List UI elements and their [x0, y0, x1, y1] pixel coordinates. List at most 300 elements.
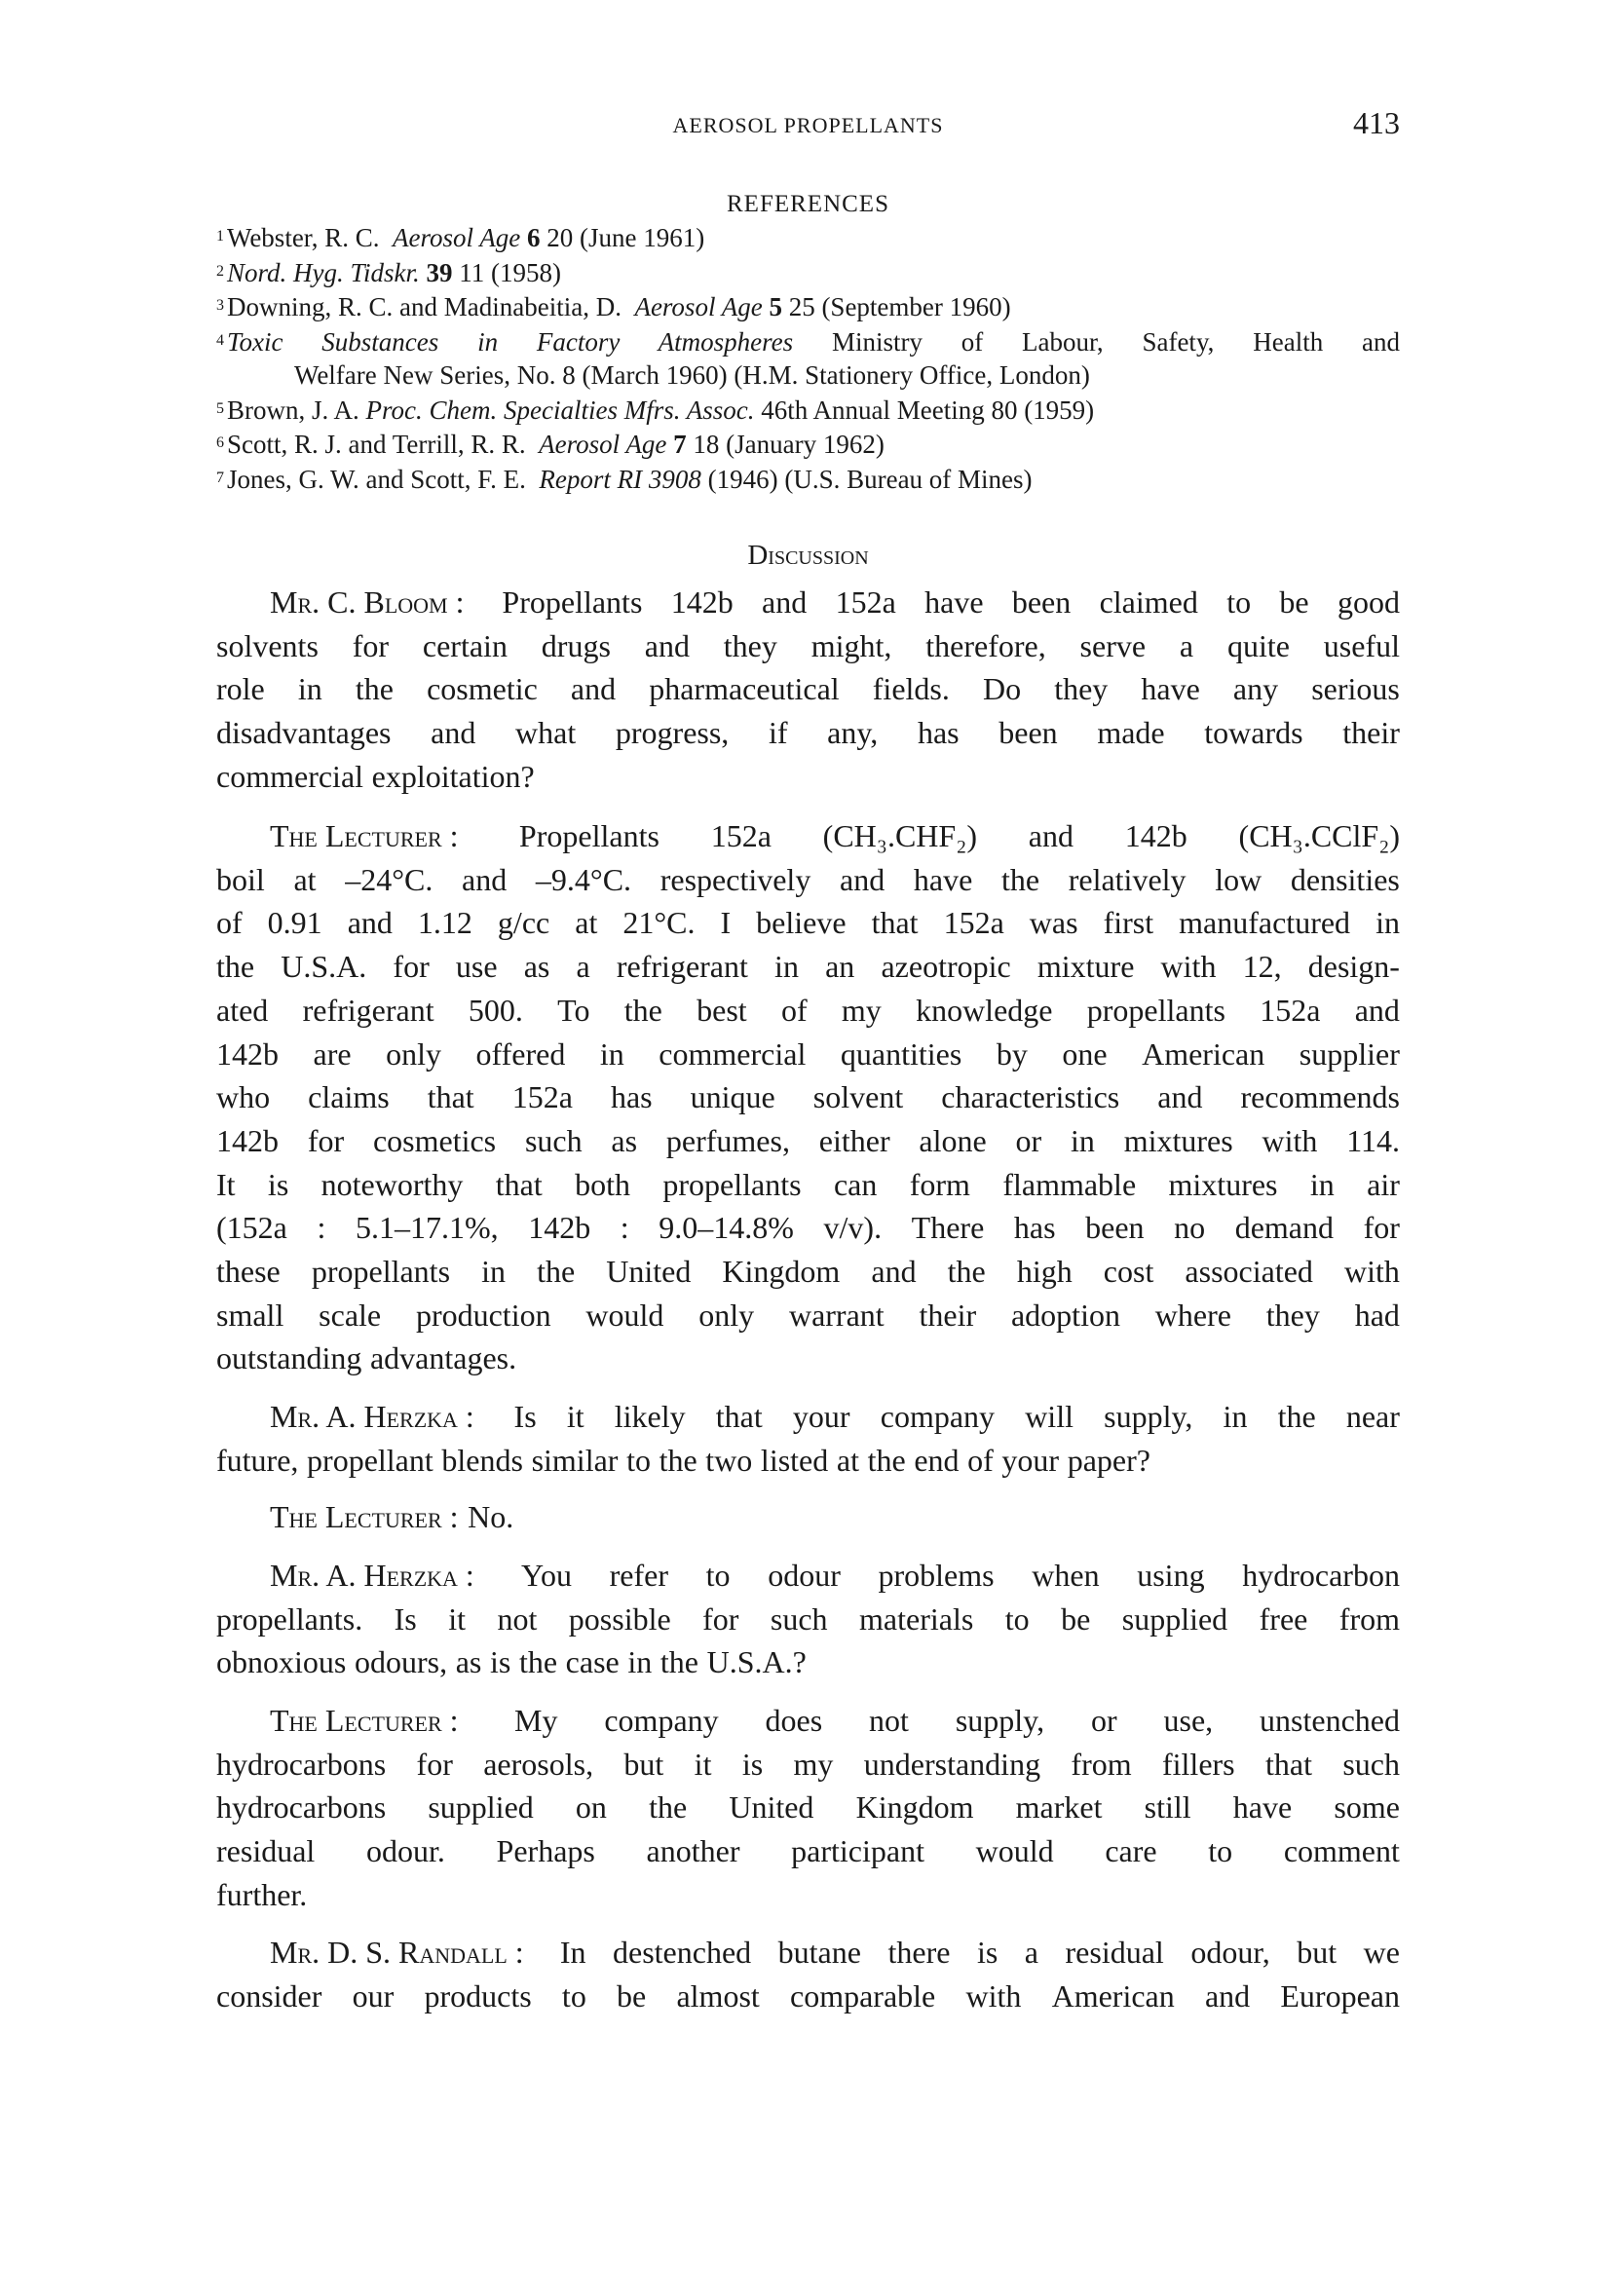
- word: an: [825, 949, 855, 985]
- speaker-name: Mr. A. Herzka :: [270, 1558, 474, 1593]
- word: and: [1204, 1977, 1251, 2014]
- word: of: [967, 1442, 994, 1478]
- word: aerosols,: [483, 1746, 594, 1782]
- word: where: [1154, 1297, 1231, 1333]
- speaker-name: Mr. D. S. Randall :: [270, 1935, 524, 1970]
- word: mixtures: [1123, 1122, 1233, 1158]
- text-line: [216, 901, 1400, 945]
- word: your: [792, 1399, 850, 1434]
- word: company: [604, 1703, 719, 1738]
- word: at: [293, 861, 317, 897]
- word: 500.: [468, 992, 523, 1028]
- word: and: [1354, 992, 1400, 1028]
- word: propellant: [307, 1442, 433, 1478]
- word: 142b: [1124, 818, 1187, 853]
- reference-text: 18 (January 1962): [686, 430, 885, 459]
- word: and: [347, 905, 393, 941]
- word: using: [1137, 1558, 1205, 1593]
- word: any: [1232, 671, 1279, 707]
- word: the: [649, 1789, 688, 1826]
- word: towards: [1204, 715, 1303, 751]
- word: a: [1179, 627, 1194, 663]
- word: perfumes,: [665, 1122, 790, 1158]
- text-line: [216, 858, 1400, 902]
- word: odour,: [1190, 1935, 1270, 1970]
- reference-line: [216, 324, 1400, 359]
- word: manufactured: [1179, 905, 1351, 941]
- word: our: [352, 1977, 395, 2014]
- word: but: [1297, 1935, 1337, 1970]
- word: refrigerant: [616, 949, 748, 985]
- reference-text: Brown, J. A.: [227, 395, 366, 425]
- word: and: [570, 671, 617, 707]
- word: demand: [1234, 1210, 1334, 1246]
- word: commercial: [659, 1035, 807, 1072]
- reference-number: 3: [216, 297, 224, 314]
- word: Kingdom: [722, 1254, 841, 1290]
- word: flammable: [1002, 1166, 1137, 1202]
- word: that: [715, 1399, 763, 1434]
- word: United: [606, 1254, 692, 1290]
- text-line: [216, 1931, 1400, 1975]
- word: to: [1208, 1833, 1233, 1869]
- word: and: [644, 627, 690, 663]
- word: relatively: [1068, 861, 1187, 897]
- word: been: [1011, 584, 1072, 620]
- word: to: [1004, 1600, 1030, 1637]
- word: blends: [441, 1442, 523, 1478]
- word: at: [836, 1442, 859, 1478]
- word: You: [521, 1558, 572, 1593]
- reference-item: [216, 255, 1400, 290]
- word: mixture: [1036, 949, 1135, 985]
- word: No.: [468, 1499, 514, 1534]
- word: 1.12: [417, 905, 472, 941]
- word: mixtures: [1168, 1166, 1278, 1202]
- word: unstenched: [1260, 1703, 1400, 1738]
- reference-text: 5: [769, 292, 782, 321]
- reference-text: Jones, G. W. and Scott, F. E.: [227, 464, 540, 494]
- word: has: [917, 715, 960, 751]
- word: Propellants: [502, 584, 643, 620]
- word: supply,: [955, 1703, 1045, 1738]
- word: in: [1223, 1399, 1248, 1434]
- word: therefore,: [925, 627, 1046, 663]
- word: from: [1338, 1600, 1400, 1637]
- word: that: [495, 1166, 543, 1202]
- word: in: [481, 1254, 506, 1290]
- text-line: [216, 1554, 1400, 1598]
- word: near: [1345, 1399, 1400, 1434]
- text-line: [216, 1033, 1400, 1076]
- word: they: [1265, 1297, 1320, 1333]
- word: In: [559, 1935, 586, 1970]
- word: noteworthy: [320, 1166, 464, 1202]
- word: refer: [609, 1558, 668, 1593]
- word: it: [566, 1399, 584, 1434]
- text-line: [216, 1598, 1400, 1641]
- word: 21°C.: [622, 905, 696, 941]
- reference-text: (1946) (U.S. Bureau of Mines): [707, 464, 1033, 494]
- discussion-paragraph: [216, 1554, 1400, 1684]
- word: and: [839, 861, 885, 897]
- word: best: [697, 992, 747, 1028]
- word: useful: [1323, 627, 1400, 663]
- word: what: [515, 715, 577, 751]
- word: 0.91: [267, 905, 322, 941]
- reference-item: [216, 324, 1400, 393]
- word: is: [741, 1746, 764, 1782]
- reference-text: 25 (September 1960): [781, 292, 1011, 321]
- word: hydrocarbon: [1242, 1558, 1400, 1593]
- text-line: [216, 1786, 1400, 1829]
- word: alone: [919, 1122, 987, 1158]
- word: there: [887, 1935, 951, 1970]
- word: they: [723, 627, 777, 663]
- word: for: [352, 627, 390, 663]
- word: Is: [394, 1600, 417, 1637]
- word: or: [1015, 1122, 1042, 1158]
- text-line: [216, 814, 1400, 858]
- word: both: [575, 1166, 631, 1202]
- word: been: [998, 715, 1058, 751]
- word: might,: [810, 627, 892, 663]
- reference-line: [216, 289, 1400, 324]
- word: Is: [513, 1399, 537, 1434]
- text-line: [216, 711, 1400, 755]
- word: case: [565, 1644, 620, 1680]
- word: we: [1363, 1935, 1400, 1970]
- word: respectively: [659, 861, 811, 897]
- word: to: [1226, 584, 1252, 620]
- word: disadvantages: [216, 715, 392, 751]
- word: v/v).: [823, 1210, 883, 1246]
- reference-text: Aerosol Age: [392, 223, 527, 252]
- text-line: [216, 755, 1400, 799]
- speaker-name: The Lecturer :: [270, 1499, 459, 1534]
- text-line: [216, 1975, 1400, 2018]
- word: have: [924, 584, 984, 620]
- word: progress,: [615, 715, 730, 751]
- word: for: [416, 1746, 453, 1782]
- reference-item: [216, 289, 1400, 324]
- reference-text: 46th Annual Meeting 80 (1959): [761, 395, 1095, 425]
- word: claimed: [1099, 584, 1198, 620]
- word: (CH₃.CClF₂): [1238, 818, 1400, 853]
- reference-text: Nord. Hyg. Tidskr.: [227, 257, 427, 287]
- word: with: [1344, 1254, 1400, 1290]
- word: 5.1–17.1%,: [355, 1210, 499, 1246]
- reference-text: Scott, R. J. and Terrill, R. R.: [227, 430, 540, 459]
- word: small: [216, 1297, 284, 1333]
- word: outstanding: [216, 1340, 362, 1376]
- word: solvents: [216, 627, 319, 663]
- discussion-paragraph: [216, 1395, 1400, 1482]
- word: is: [489, 1644, 511, 1680]
- word: in: [1375, 905, 1400, 941]
- word: and: [431, 715, 476, 751]
- word: be: [617, 1977, 647, 2014]
- reference-text: 7: [673, 430, 687, 459]
- word: made: [1097, 715, 1165, 751]
- word: pharmaceutical: [649, 671, 840, 707]
- word: 142b: [216, 1122, 279, 1158]
- word: and: [762, 584, 808, 620]
- references-heading: REFERENCES: [727, 191, 889, 217]
- reference-number: 2: [216, 262, 224, 280]
- word: a: [576, 949, 590, 985]
- word: air: [1367, 1166, 1400, 1202]
- word: serious: [1311, 671, 1400, 707]
- word: that: [871, 905, 919, 941]
- word: adoption: [1010, 1297, 1120, 1333]
- word: American: [1142, 1035, 1265, 1072]
- word: residual: [216, 1833, 316, 1869]
- reference-line: [216, 393, 1400, 428]
- reference-line: [216, 220, 1400, 255]
- word: and: [462, 861, 508, 897]
- reference-text: Aerosol Age: [634, 292, 770, 321]
- word: supply,: [1104, 1399, 1193, 1434]
- word: one: [1062, 1035, 1108, 1072]
- word: only: [698, 1297, 755, 1333]
- word: –24°C.: [345, 861, 433, 897]
- speaker-name: The Lecturer :: [270, 1703, 459, 1738]
- text-line: [216, 667, 1400, 711]
- word: drugs: [541, 627, 611, 663]
- word: is: [267, 1166, 289, 1202]
- word: paper?: [1067, 1442, 1150, 1478]
- word: Perhaps: [496, 1833, 595, 1869]
- word: supplied: [428, 1789, 534, 1826]
- word: unique: [690, 1079, 775, 1115]
- discussion-paragraph: [216, 1931, 1400, 2017]
- word: not: [869, 1703, 909, 1738]
- word: problems: [878, 1558, 995, 1593]
- word: American: [1051, 1977, 1175, 2014]
- word: for: [393, 949, 430, 985]
- word: is: [976, 1935, 998, 1970]
- word: use: [455, 949, 498, 985]
- word: company: [880, 1399, 996, 1434]
- word: would: [975, 1833, 1054, 1869]
- running-head: AEROSOL PROPELLANTS: [672, 113, 944, 137]
- word: been: [1085, 1210, 1145, 1246]
- word: solvent: [812, 1079, 904, 1115]
- word: with: [1160, 949, 1217, 985]
- word: cosmetic: [427, 671, 538, 707]
- word: cost: [1103, 1254, 1154, 1290]
- word: products: [424, 1977, 532, 2014]
- word: only: [386, 1035, 442, 1072]
- reference-text: Proc. Chem. Specialties Mfrs. Assoc.: [365, 395, 762, 425]
- speaker-name: Mr. A. Herzka :: [270, 1399, 474, 1434]
- reference-item: [216, 220, 1400, 255]
- word: likely: [614, 1399, 686, 1434]
- word: certain: [422, 627, 508, 663]
- word: 152a: [943, 905, 1004, 941]
- word: destenched: [612, 1935, 752, 1970]
- word: associated: [1185, 1254, 1313, 1290]
- word: have: [913, 861, 973, 897]
- word: or: [1090, 1703, 1117, 1738]
- word: 142b: [670, 584, 734, 620]
- word: such: [524, 1122, 583, 1158]
- word: high: [1016, 1254, 1073, 1290]
- word: the: [216, 949, 255, 985]
- word: form: [909, 1166, 970, 1202]
- word: Propellants: [518, 818, 659, 853]
- word: possible: [568, 1600, 671, 1637]
- text-line: [216, 1336, 1400, 1380]
- reference-text: Ministry of Labour, Safety, Health and: [831, 326, 1400, 357]
- word: United: [729, 1789, 814, 1826]
- word: Kingdom: [855, 1789, 974, 1826]
- word: to: [705, 1558, 731, 1593]
- reference-number: 7: [216, 469, 224, 486]
- word: will: [1025, 1399, 1074, 1434]
- word: almost: [676, 1977, 760, 2014]
- text-line: [216, 945, 1400, 989]
- speaker-name: Mr. C. Bloom :: [270, 584, 465, 620]
- word: understanding: [863, 1746, 1041, 1782]
- word: by: [996, 1035, 1028, 1072]
- word: such: [770, 1600, 828, 1637]
- word: can: [833, 1166, 878, 1202]
- word: are: [313, 1035, 352, 1072]
- word: with: [965, 1977, 1022, 2014]
- word: the: [867, 1442, 906, 1478]
- word: have: [1232, 1789, 1293, 1826]
- word: they: [1054, 671, 1109, 707]
- word: no: [1174, 1210, 1206, 1246]
- reference-line: [216, 462, 1400, 497]
- word: U.S.A.: [281, 949, 367, 985]
- word: a: [1024, 1935, 1038, 1970]
- word: comparable: [790, 1977, 936, 2014]
- word: quite: [1226, 627, 1290, 663]
- word: has: [610, 1079, 653, 1115]
- word: who: [216, 1079, 271, 1115]
- word: has: [1013, 1210, 1056, 1246]
- reference-item: [216, 427, 1400, 462]
- word: be: [1279, 584, 1309, 620]
- word: on: [575, 1789, 607, 1826]
- text-line: [216, 1395, 1400, 1439]
- reference-text: Toxic Substances in Factory Atmospheres: [227, 326, 832, 357]
- reference-line: [216, 427, 1400, 462]
- word: some: [1334, 1789, 1400, 1826]
- word: have: [1141, 671, 1200, 707]
- word: It: [216, 1166, 236, 1202]
- word: offered: [475, 1035, 566, 1072]
- word: and: [871, 1254, 917, 1290]
- word: the: [623, 992, 662, 1028]
- word: the: [659, 1442, 697, 1478]
- word: as: [611, 1122, 638, 1158]
- word: in: [297, 671, 322, 707]
- reference-number: 6: [216, 434, 224, 451]
- word: it: [694, 1746, 712, 1782]
- word: the: [1277, 1399, 1316, 1434]
- word: participant: [791, 1833, 924, 1869]
- word: your: [1001, 1442, 1060, 1478]
- word: :: [620, 1210, 629, 1246]
- word: exploitation?: [371, 758, 535, 794]
- word: refrigerant: [302, 992, 434, 1028]
- word: propellants: [1086, 992, 1225, 1028]
- word: in: [599, 1035, 624, 1072]
- word: these: [216, 1254, 281, 1290]
- reference-text: 20 (June 1961): [540, 223, 705, 252]
- word: fields.: [872, 671, 950, 707]
- word: odours,: [354, 1644, 448, 1680]
- word: would: [585, 1297, 664, 1333]
- word: 152a: [835, 584, 896, 620]
- word: hydrocarbons: [216, 1789, 387, 1826]
- word: 114.: [1346, 1122, 1400, 1158]
- page-number: 413: [1353, 105, 1400, 140]
- text-line: [216, 989, 1400, 1033]
- word: it: [448, 1600, 466, 1637]
- discussion-paragraph: [216, 1495, 1400, 1539]
- word: of: [780, 992, 808, 1028]
- word: 142b: [528, 1210, 591, 1246]
- text-line: [216, 1206, 1400, 1250]
- text-line: [216, 1699, 1400, 1743]
- word: European: [1280, 1977, 1400, 2014]
- discussion-heading: Discussion: [747, 540, 869, 571]
- text-line: [216, 1163, 1400, 1207]
- word: to: [561, 1977, 586, 2014]
- word: consider: [216, 1977, 322, 2014]
- word: of: [216, 905, 243, 941]
- word: the: [947, 1254, 986, 1290]
- word: cosmetics: [372, 1122, 497, 1158]
- word: densities: [1290, 861, 1400, 897]
- word: two: [705, 1442, 753, 1478]
- word: 142b: [216, 1035, 279, 1072]
- word: was: [1029, 905, 1078, 941]
- reference-text: 6: [526, 223, 541, 252]
- text-line: [216, 1075, 1400, 1119]
- word: believe: [756, 905, 847, 941]
- word: azeotropic: [881, 949, 1011, 985]
- word: such: [1342, 1746, 1400, 1782]
- word: 9.0–14.8%: [659, 1210, 794, 1246]
- word: My: [514, 1703, 558, 1738]
- word: claims: [308, 1079, 390, 1115]
- word: production: [415, 1297, 551, 1333]
- word: There: [911, 1210, 985, 1246]
- word: 152a: [1260, 992, 1321, 1028]
- reference-text: Aerosol Age: [539, 430, 674, 459]
- word: at: [575, 905, 598, 941]
- word: hydrocarbons: [216, 1746, 387, 1782]
- word: their: [919, 1297, 977, 1333]
- word: comment: [1283, 1833, 1400, 1869]
- reference-number: 1: [216, 228, 224, 245]
- word: for: [1363, 1210, 1400, 1246]
- word: to: [626, 1442, 651, 1478]
- discussion-paragraph: [216, 1699, 1400, 1917]
- word: does: [765, 1703, 823, 1738]
- text-line: [216, 1294, 1400, 1337]
- word: 12,: [1242, 949, 1282, 985]
- reference-number: 5: [216, 399, 224, 417]
- text-line: [216, 624, 1400, 668]
- word: ated: [216, 992, 269, 1028]
